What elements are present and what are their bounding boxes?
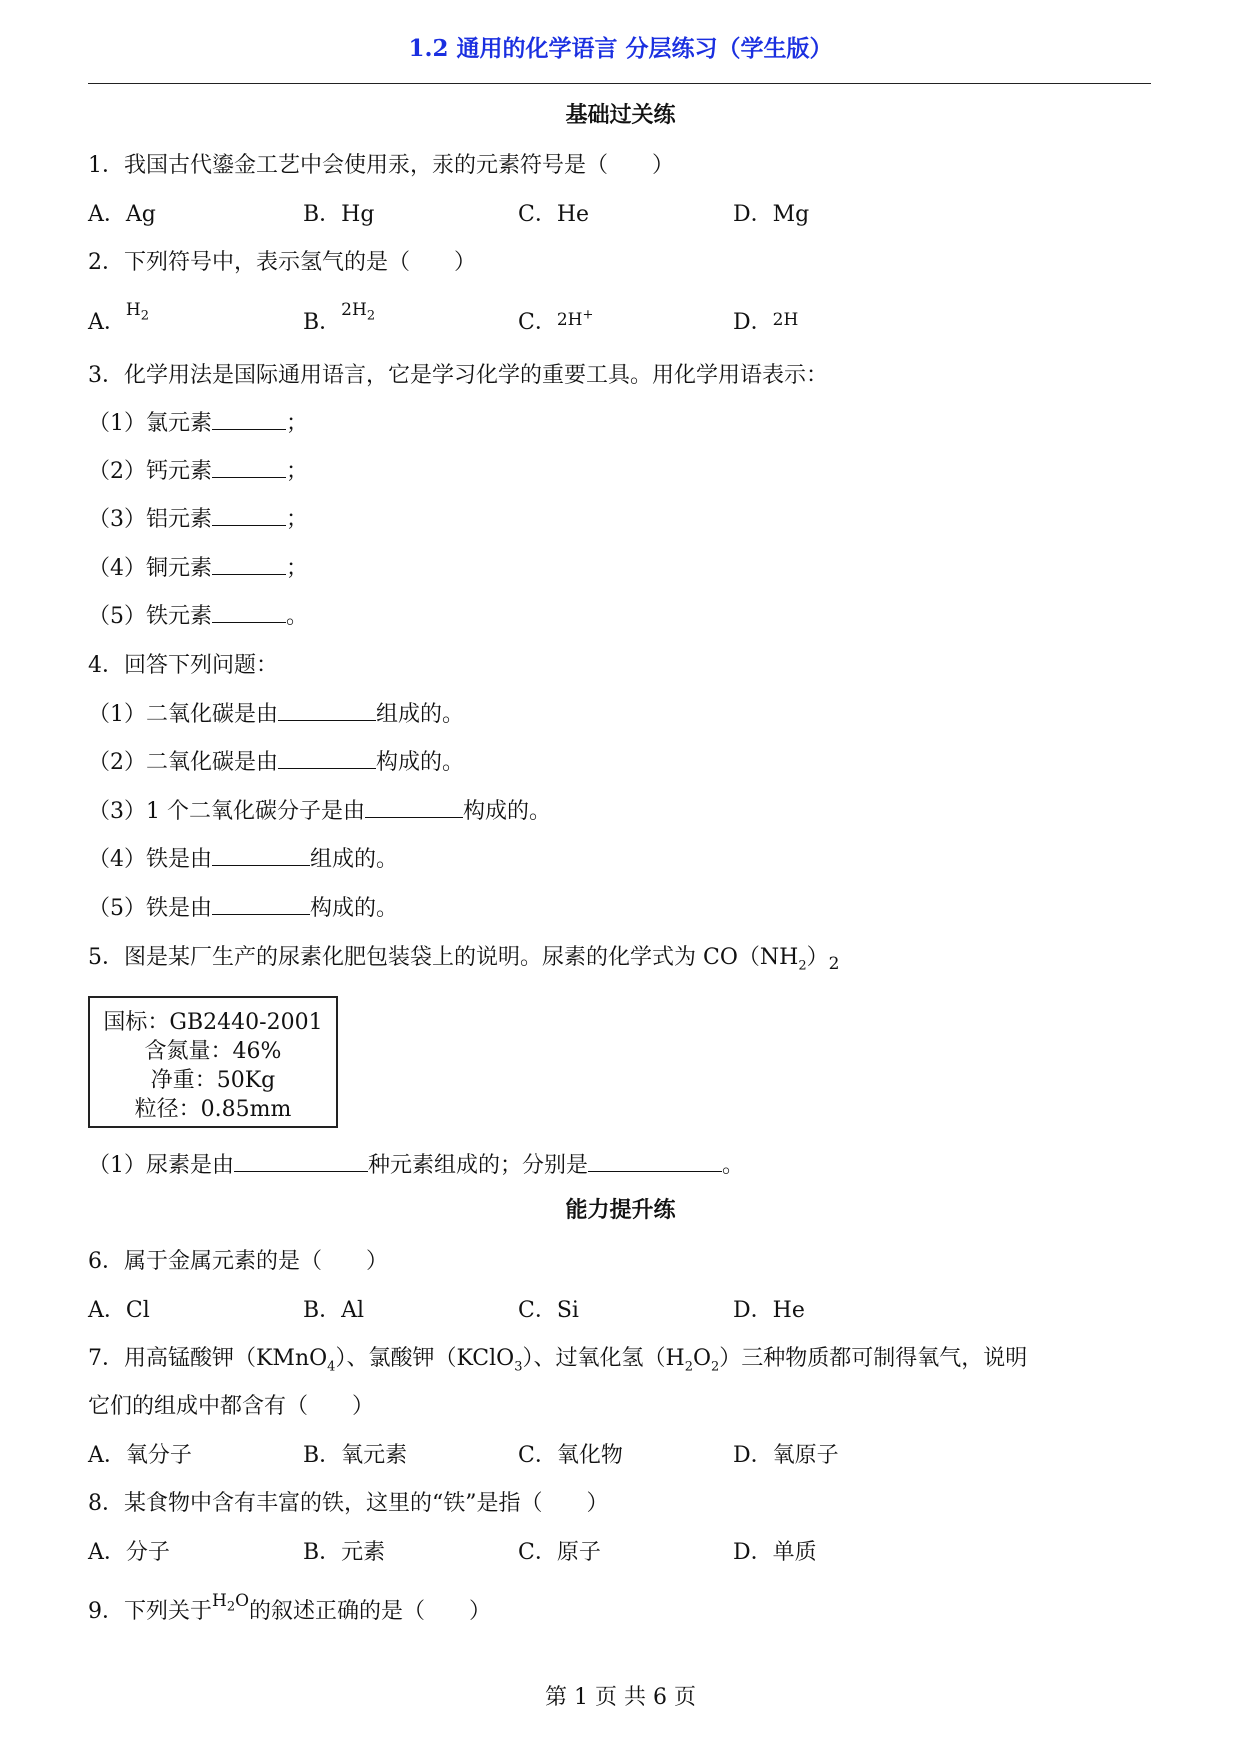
- q9-stem: 9．下列关于$^{H_2O}$的叙述正确的是（ ）: [88, 1591, 492, 1624]
- q6-option-d: D．He: [733, 1298, 805, 1323]
- q4-item-3: （3）1 个二氧化碳分子是由 构成的。: [88, 799, 552, 824]
- q2-option-b: B．$^{2H_2}$: [303, 300, 376, 335]
- q7-option-d: D．氧原子: [733, 1443, 839, 1468]
- answer-blank[interactable]: [234, 1151, 368, 1172]
- q3-item-2: （2）钙元素 ；: [88, 459, 309, 484]
- q6-option-b: B．Al: [303, 1298, 365, 1323]
- q7-stem: 7．用高锰酸钾（KMnO$_4$）、氯酸钾（KClO$_3$）、过氧化氢$(H_2O_2)$三种物质都可制得氧气，说明: [88, 1346, 1028, 1375]
- answer-blank[interactable]: [212, 505, 286, 526]
- q4-item-1: （1）二氧化碳是由 组成的。: [88, 702, 465, 727]
- answer-blank[interactable]: [212, 409, 286, 430]
- fertilizer-label-box: [88, 996, 338, 1128]
- q5-item-1: （1）尿素是由 种元素组成的；分别是 。: [88, 1153, 745, 1178]
- q2-option-a: A．$^{H_2}$: [88, 300, 149, 335]
- page-title: 1.2 通用的化学语言 分层练习（学生版）: [408, 35, 833, 62]
- q1-option-b: B．Hg: [303, 202, 375, 227]
- q7-option-c: C．氧化物: [518, 1443, 623, 1468]
- answer-blank[interactable]: [212, 894, 310, 915]
- q2-option-c: C．2H+: [518, 307, 594, 335]
- q3-item-3: （3）铝元素 ；: [88, 507, 309, 532]
- q1-stem: 1．我国古代鎏金工艺中会使用汞，汞的元素符号是（ ）: [88, 153, 674, 178]
- q7-stem-line2: 它们的组成中都含有（ ）: [88, 1394, 375, 1419]
- q8-option-b: B．元素: [303, 1540, 386, 1565]
- q3-item-4: （4）铜元素 ；: [88, 556, 309, 581]
- q3-item-5: （5）铁元素 。: [88, 604, 309, 629]
- q8-stem: 8．某食物中含有丰富的铁，这里的“铁”是指（ ）: [88, 1491, 609, 1516]
- label-line: 粒径：0.85mm: [134, 1097, 292, 1122]
- label-line: 含氮量：46%: [144, 1039, 282, 1064]
- q2-option-d: D．2H: [733, 310, 799, 335]
- label-line: 国标：GB2440-2001: [103, 1010, 323, 1035]
- answer-blank[interactable]: [278, 700, 376, 721]
- section-title-basic: 基础过关练: [565, 102, 676, 128]
- q7-option-a: A．氧分子: [88, 1443, 192, 1468]
- q4-item-4: （4）铁是由 组成的。: [88, 847, 399, 872]
- q3-item-1: （1）氯元素 ；: [88, 411, 309, 436]
- q4-item-2: （2）二氧化碳是由 构成的。: [88, 750, 465, 775]
- q2-stem: 2．下列符号中，表示氢气的是（ ）: [88, 250, 476, 275]
- answer-blank[interactable]: [278, 748, 376, 769]
- q7-option-b: B．氧元素: [303, 1443, 408, 1468]
- q6-option-c: C．Si: [518, 1298, 579, 1323]
- page-footer: 第 1 页 共 6 页: [545, 1685, 696, 1710]
- answer-blank[interactable]: [365, 797, 463, 818]
- q1-option-d: D．Mg: [733, 202, 810, 227]
- q6-stem: 6．属于金属元素的是（ ）: [88, 1249, 388, 1274]
- q4-item-5: （5）铁是由 构成的。: [88, 896, 399, 921]
- q4-stem: 4．回答下列问题：: [88, 653, 278, 678]
- header-rule: [88, 83, 1151, 84]
- q5-stem: 5．图是某厂生产的尿素化肥包装袋上的说明。尿素的化学式为 $CO(NH_2)_2$: [88, 945, 840, 974]
- answer-blank[interactable]: [588, 1151, 722, 1172]
- q6-option-a: A．Cl: [88, 1298, 150, 1323]
- q1-option-c: C．He: [518, 202, 590, 227]
- answer-blank[interactable]: [212, 457, 286, 478]
- q3-stem: 3．化学用法是国际通用语言，它是学习化学的重要工具。用化学用语表示：: [88, 363, 828, 388]
- q8-option-c: C．原子: [518, 1540, 601, 1565]
- q8-option-d: D．单质: [733, 1540, 817, 1565]
- answer-blank[interactable]: [212, 554, 286, 575]
- answer-blank[interactable]: [212, 602, 286, 623]
- label-line: 净重：50Kg: [150, 1068, 276, 1093]
- answer-blank[interactable]: [212, 845, 310, 866]
- section-title-advanced: 能力提升练: [565, 1197, 676, 1223]
- q1-option-a: A．Ag: [88, 202, 156, 227]
- q8-option-a: A．分子: [88, 1540, 170, 1565]
